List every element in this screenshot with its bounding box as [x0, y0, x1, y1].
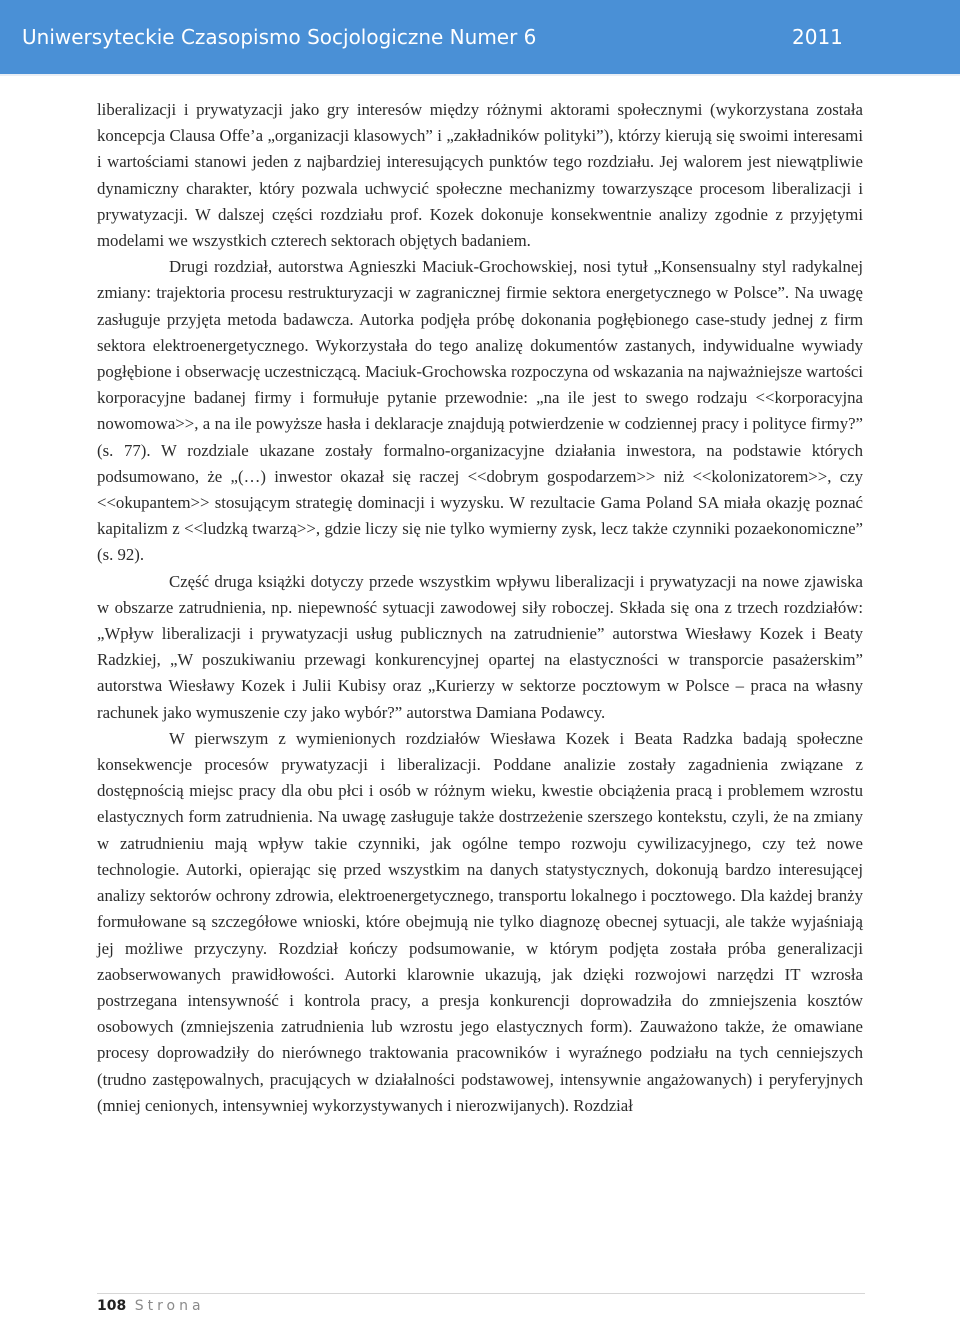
issue-year: 2011	[792, 25, 843, 49]
article-body	[97, 97, 863, 1119]
paragraph: Drugi rozdział, autorstwa Agnieszki Maciuk-Grochowskiej, nosi tytuł „Konsensualny styl radykalnej zmiany: trajektoria procesu restrukturyzacji w zagranicznej firmie sektora energetycznego w Polsce”. Na uwagę zasługuje przyjęta metoda badawcza. Autorka podjęła próbę dokonania pogłębionego case-study jednej z firm sektora elektroenergetycznego. Wykorzystała do tego analizę dokumentów zastanych, indywidualne wywiady pogłębione i obserwację uczestniczącą. Maciuk-Grochowska rozpoczyna od wskazania na najważniejsze wartości korporacyjne badanej firmy i formułuje pytanie przewodnie: „na ile jest to swego rodzaju <<korporacyjna nowomowa>>, a na ile powyższe hasła i deklaracje znajdują potwierdzenie w codziennej pracy i polityce firmy?” (s. 77). W rozdziale ukazane zostały formalno-organizacyjne działania inwestora, na podstawie których podsumowano, że „(…) inwestor okazał się raczej <<dobrym gospodarzem>> niż <<kolonizatorem>>, czy <<okupantem>> stosującym strategię dominacji i wyzysku. W rezultacie Gama Poland SA miała okazję poznać kapitalizm z <<ludzką twarzą>>, gdzie liczy się nie tylko wymierny zysk, lecz także czynniki pozaekonomiczne” (s. 92).	[97, 257, 863, 565]
paragraph-continuation: liberalizacji i prywatyzacji jako gry interesów między różnymi aktorami społecznymi (wykorzystana została koncepcja Clausa Offe’a „organizacji klasowych” i „zakładników polityki”), którzy kierują się swoimi interesami i wartościami stanowi jeden z najbardziej interesujących punktów tego rozdziału. Jej walorem jest niewątpliwie dynamiczny charakter, który pozwala uchwycić społeczne mechanizmy towarzyszące procesom liberalizacji i prywatyzacji. W dalszej części rozdziału prof. Kozek dokonuje konsekwentnie analizy zgodnie z przyjętymi modelami we wszystkich czterech sektorach objętych badaniem.	[97, 100, 863, 251]
footer-divider	[97, 1293, 865, 1294]
page-number: 108	[97, 1298, 127, 1314]
journal-title: Uniwersyteckie Czasopismo Socjologiczne Numer 6	[22, 25, 537, 49]
page-header	[0, 0, 960, 76]
page-label: Strona	[134, 1298, 205, 1314]
paragraph: Część druga książki dotyczy przede wszystkim wpływu liberalizacji i prywatyzacji na nowe zjawiska w obszarze zatrudnienia, np. niepewność sytuacji zawodowej siły roboczej. Składa się ona z trzech rozdziałów: „Wpływ liberalizacji i prywatyzacji usług publicznych na zatrudnienie” autorstwa Wiesławy Kozek i Beaty Radzkiej, „W poszukiwaniu przewagi konkurencyjnej opartej na elastyczności w transporcie pasażerskim” autorstwa Wiesławy Kozek i Julii Kubisy oraz „Kurierzy w sektorze pocztowym w Polsce – praca na własny rachunek jako wymuszenie czy jako wybór?” autorstwa Damiana Podawcy.	[97, 571, 863, 722]
paragraph: W pierwszym z wymienionych rozdziałów Wiesława Kozek i Beata Radzka badają społeczne konsekwencje procesów prywatyzacji i liberalizacji. Poddane analizie zostały zagadnienia związane z dostępnością miejsc pracy dla obu płci i osób w różnym wieku, kwestie obciążenia pracą i problemem wzrostu elastycznych form zatrudnienia. Na uwagę zasługuje także dostrzeżenie szerszego kontekstu, czyli, że na zmiany w zatrudnieniu mają wpływ takie czynniki, jak ogólne tempo rozwoju cywilizacyjnego, czy też nowe technologie. Autorki, opierając się przed wszystkim na danych statystycznych, dokonują bardzo interesującej analizy sektorów ochrony zdrowia, elektroenergetycznego, transportu lokalnego i pocztowego. Dla każdej branży formułowane są szczegółowe wnioski, które obejmują nie tylko diagnozę obecnej sytuacji, ale także wyjaśniają jej możliwe przyczyny. Rozdział kończy podsumowanie, w którym podjęta została próba generalizacji zaobserwowanych prawidłowości. Autorki klarownie ukazują, jak dzięki rozwojowi narzędzi IT wzrosła postrzegana intensywność i kontrola pracy, a presja konkurencji doprowadziła do zmniejszenia kosztów osobowych (zmniejszenia zatrudnienia lub wzrostu jego elastycznych form). Zauważono także, że omawiane procesy doprowadziły do nierównego traktowania pracowników i wyraźnego podziału na tych cenniejszych (trudno zastępowalnych, pracujących w działalności podstawowej, intensywnie angażowanych) i peryferyjnych (mniej cenionych, intensywniej wykorzystywanych i nierozwijanych). Rozdział	[97, 728, 863, 1115]
page-footer	[97, 1296, 205, 1316]
